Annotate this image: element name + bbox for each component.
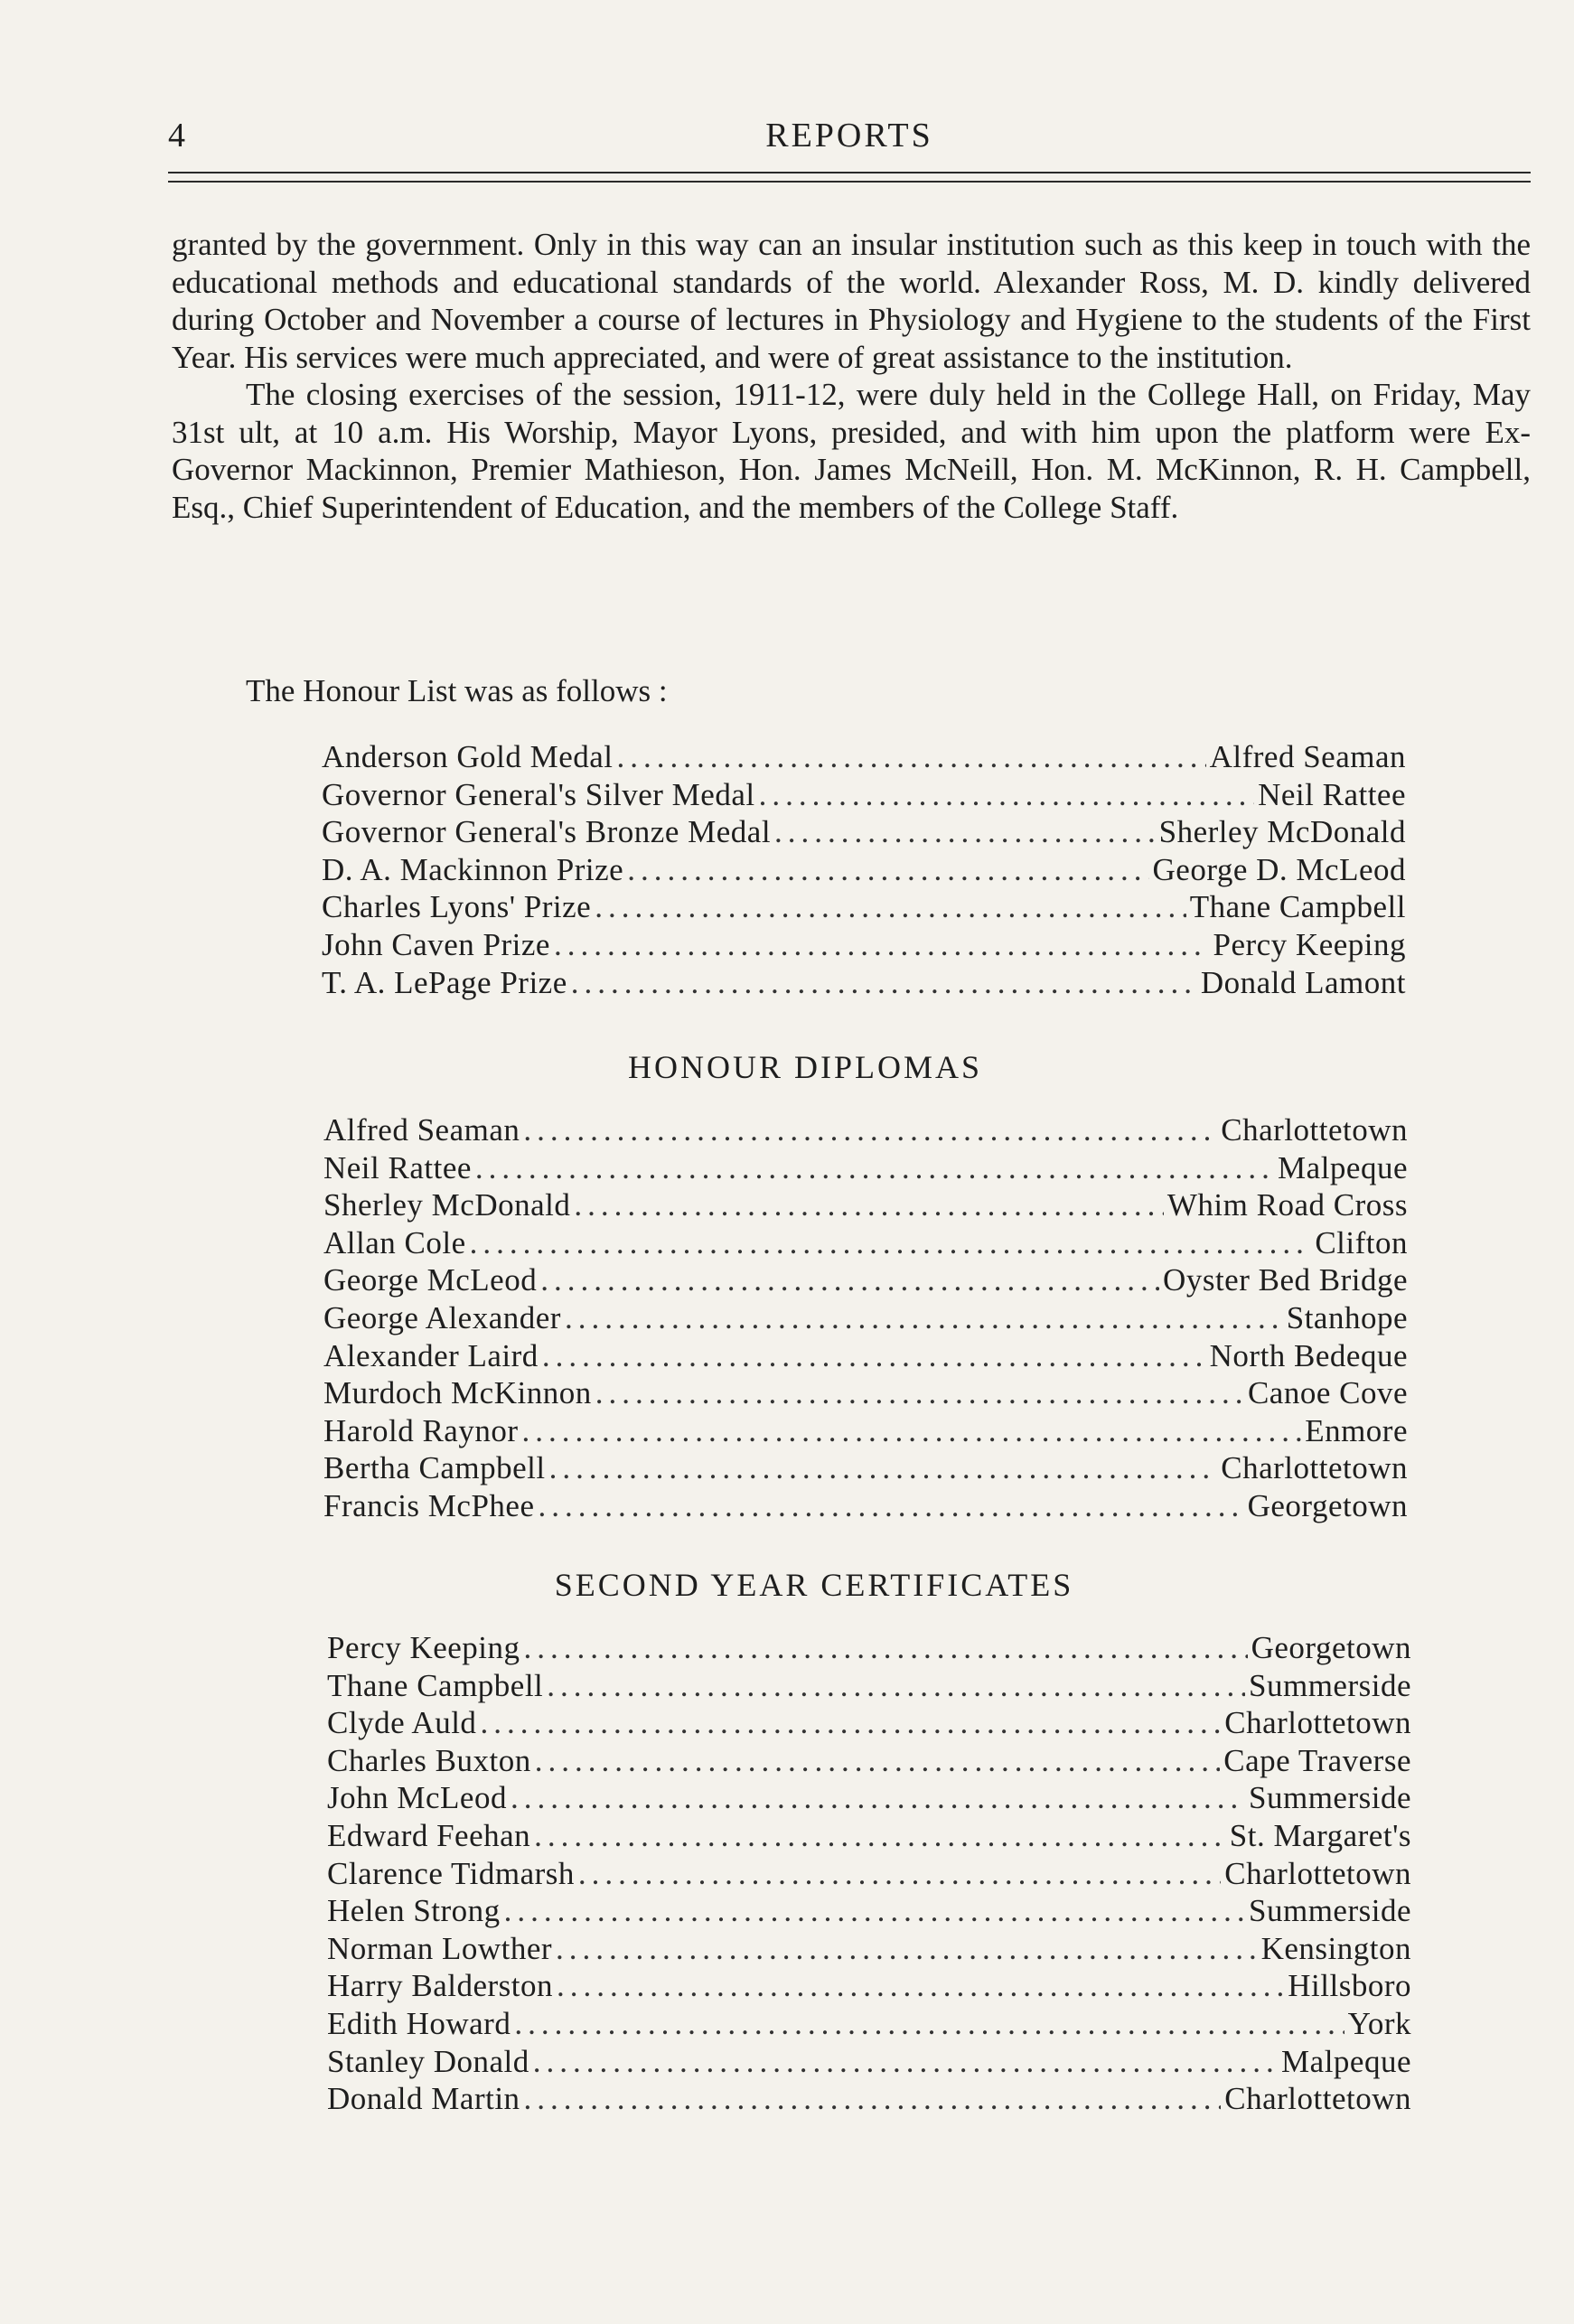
list-item	[327, 1892, 1411, 1930]
student-place: Malpeque	[1278, 1149, 1408, 1185]
dot-leader	[534, 1817, 1226, 1855]
award-winner: George D. McLeod	[1152, 851, 1406, 887]
award-winner: Alfred Seaman	[1209, 739, 1406, 774]
running-head: REPORTS	[765, 117, 933, 155]
student-place: Summerside	[1249, 1667, 1411, 1703]
student-place: Clifton	[1315, 1224, 1408, 1260]
section-heading: SECOND YEAR CERTIFICATES	[554, 1567, 1074, 1603]
list-item	[323, 1299, 1408, 1337]
dot-leader	[524, 1629, 1248, 1667]
student-place: York	[1347, 2005, 1411, 2041]
student-name: Murdoch McKinnon	[323, 1375, 592, 1411]
student-name: Harold Raynor	[323, 1412, 519, 1448]
student-name: Allan Cole	[323, 1224, 466, 1260]
dot-leader	[759, 776, 1255, 814]
list-item	[322, 888, 1406, 926]
student-place: Charlottetown	[1224, 1705, 1411, 1741]
list-item	[323, 1224, 1408, 1262]
second-year-certificates-list	[327, 1629, 1411, 2118]
student-name: Donald Martin	[327, 2081, 520, 2117]
page-header	[168, 116, 1531, 170]
dot-leader	[523, 1111, 1217, 1149]
list-item	[327, 1967, 1411, 2005]
student-name: Stanley Donald	[327, 2043, 529, 2079]
list-item	[323, 1186, 1408, 1224]
honour-list-intro: The Honour List was as follows :	[246, 673, 668, 708]
list-item	[322, 776, 1406, 814]
student-place: Summerside	[1249, 1893, 1411, 1929]
student-name: Neil Rattee	[323, 1149, 472, 1185]
honour-diplomas-list	[323, 1111, 1408, 1525]
list-item	[323, 1487, 1408, 1525]
student-place: Enmore	[1305, 1412, 1408, 1448]
list-item	[323, 1111, 1408, 1149]
dot-leader	[480, 1704, 1221, 1742]
student-name: Clyde Auld	[327, 1705, 477, 1741]
dot-leader	[578, 1855, 1221, 1893]
student-place: Cape Traverse	[1223, 1742, 1411, 1778]
body-text	[172, 226, 1531, 526]
dot-leader	[514, 2005, 1344, 2043]
dot-leader	[571, 964, 1197, 1002]
student-place: Stanhope	[1286, 1299, 1408, 1335]
student-place: St. Margaret's	[1229, 1817, 1411, 1853]
list-item	[327, 1742, 1411, 1780]
student-name: Sherley McDonald	[323, 1187, 571, 1223]
dot-leader	[627, 851, 1148, 889]
student-name: Helen Strong	[327, 1893, 501, 1929]
award-name: Governor General's Bronze Medal	[322, 814, 772, 850]
award-name: Anderson Gold Medal	[322, 739, 614, 774]
student-name: John McLeod	[327, 1780, 507, 1816]
dot-leader	[470, 1224, 1312, 1262]
list-item	[327, 1817, 1411, 1855]
student-place: North Bedeque	[1209, 1337, 1408, 1373]
list-item	[327, 1667, 1411, 1705]
list-item	[327, 2043, 1411, 2081]
page-number: 4	[168, 117, 186, 155]
student-name: George Alexander	[323, 1299, 561, 1335]
dot-leader	[774, 813, 1156, 851]
list-item	[327, 2080, 1411, 2118]
dot-leader	[565, 1299, 1283, 1337]
dot-leader	[533, 2043, 1278, 2081]
student-name: Francis McPhee	[323, 1487, 535, 1523]
student-place: Charlottetown	[1221, 1112, 1408, 1148]
dot-leader	[538, 1487, 1243, 1525]
student-name: Charles Buxton	[327, 1742, 531, 1778]
student-place: Charlottetown	[1224, 2081, 1411, 2117]
dot-leader	[556, 1930, 1258, 1968]
student-name: George McLeod	[323, 1262, 538, 1298]
list-item	[322, 813, 1406, 851]
list-item	[327, 1704, 1411, 1742]
paragraph: granted by the government. Only in this way can an insular institution such as this keep in touch with the educational methods and educational standards of the world. Alexander Ross, M. D. kindly delivered during October and November a course of lectures in Physiology and Hygiene to the students of the First Year. His services were much appreciated, and were of great assistance to the institution.	[172, 227, 1531, 375]
award-winner: Neil Rattee	[1258, 776, 1406, 812]
dot-leader	[549, 1449, 1218, 1487]
student-place: Malpeque	[1281, 2043, 1411, 2079]
dot-leader	[595, 1374, 1244, 1412]
student-name: Norman Lowther	[327, 1930, 553, 1966]
dot-leader	[574, 1186, 1164, 1224]
student-place: Charlottetown	[1224, 1855, 1411, 1891]
dot-leader	[595, 888, 1186, 926]
student-name: Clarence Tidmarsh	[327, 1855, 575, 1891]
student-place: Charlottetown	[1221, 1450, 1408, 1486]
header-rule	[168, 172, 1531, 183]
list-item	[323, 1261, 1408, 1299]
award-name: D. A. Mackinnon Prize	[322, 851, 624, 887]
award-name: Governor General's Silver Medal	[322, 776, 755, 812]
student-name: Percy Keeping	[327, 1630, 520, 1665]
list-item	[323, 1449, 1408, 1487]
student-place: Kensington	[1260, 1930, 1411, 1966]
student-place: Georgetown	[1247, 1487, 1408, 1523]
dot-leader	[535, 1742, 1221, 1780]
list-item	[323, 1374, 1408, 1412]
list-item	[322, 738, 1406, 776]
prize-list	[322, 738, 1406, 1001]
student-name: Alexander Laird	[323, 1337, 539, 1373]
student-place: Oyster Bed Bridge	[1163, 1262, 1408, 1298]
dot-leader	[617, 738, 1206, 776]
student-place: Canoe Cove	[1247, 1375, 1408, 1411]
list-item	[327, 1629, 1411, 1667]
dot-leader	[504, 1892, 1245, 1930]
list-item	[327, 1855, 1411, 1893]
award-name: Charles Lyons' Prize	[322, 889, 592, 925]
award-winner: Thane Campbell	[1189, 889, 1406, 925]
student-place: Georgetown	[1251, 1630, 1411, 1665]
paragraph: The closing exercises of the session, 1911-12, were duly held in the College Hall, on Friday, May 31st ult, at 10 a.m. His Worship, Mayor Lyons, presided, and with him upon the platform were Ex-Governor Mackinnon, Premier Mathieson, Hon. James McNeill, Hon. M. McKinnon, R. H. Campbell, Esq., Chief Superintendent of Education, and the members of the College Staff.	[172, 377, 1531, 525]
student-name: Harry Balderston	[327, 1968, 554, 2004]
student-name: Thane Campbell	[327, 1667, 544, 1703]
list-item	[323, 1337, 1408, 1375]
list-item	[327, 1930, 1411, 1968]
dot-leader	[511, 1779, 1245, 1817]
award-winner: Percy Keeping	[1213, 926, 1406, 962]
award-name: John Caven Prize	[322, 926, 550, 962]
award-winner: Sherley McDonald	[1158, 814, 1406, 850]
dot-leader	[475, 1149, 1274, 1187]
list-item	[327, 2005, 1411, 2043]
dot-leader	[547, 1667, 1245, 1705]
list-item	[323, 1412, 1408, 1450]
student-place: Hillsboro	[1288, 1968, 1411, 2004]
dot-leader	[540, 1261, 1159, 1299]
award-winner: Donald Lamont	[1200, 964, 1406, 1000]
student-name: Bertha Campbell	[323, 1450, 546, 1486]
dot-leader	[521, 1412, 1301, 1450]
dot-leader	[554, 926, 1210, 964]
student-name: Edith Howard	[327, 2005, 511, 2041]
section-heading: HONOUR DIPLOMAS	[627, 1049, 983, 1085]
list-item	[327, 1779, 1411, 1817]
list-item	[322, 926, 1406, 964]
list-item	[322, 964, 1406, 1002]
student-name: Edward Feehan	[327, 1817, 531, 1853]
dot-leader	[524, 2080, 1222, 2118]
list-item	[322, 851, 1406, 889]
student-name: Alfred Seaman	[323, 1112, 520, 1148]
dot-leader	[557, 1967, 1284, 2005]
dot-leader	[542, 1337, 1206, 1375]
list-item	[323, 1149, 1408, 1187]
student-place: Whim Road Cross	[1166, 1187, 1408, 1223]
award-name: T. A. LePage Prize	[322, 964, 567, 1000]
student-place: Summerside	[1249, 1780, 1411, 1816]
